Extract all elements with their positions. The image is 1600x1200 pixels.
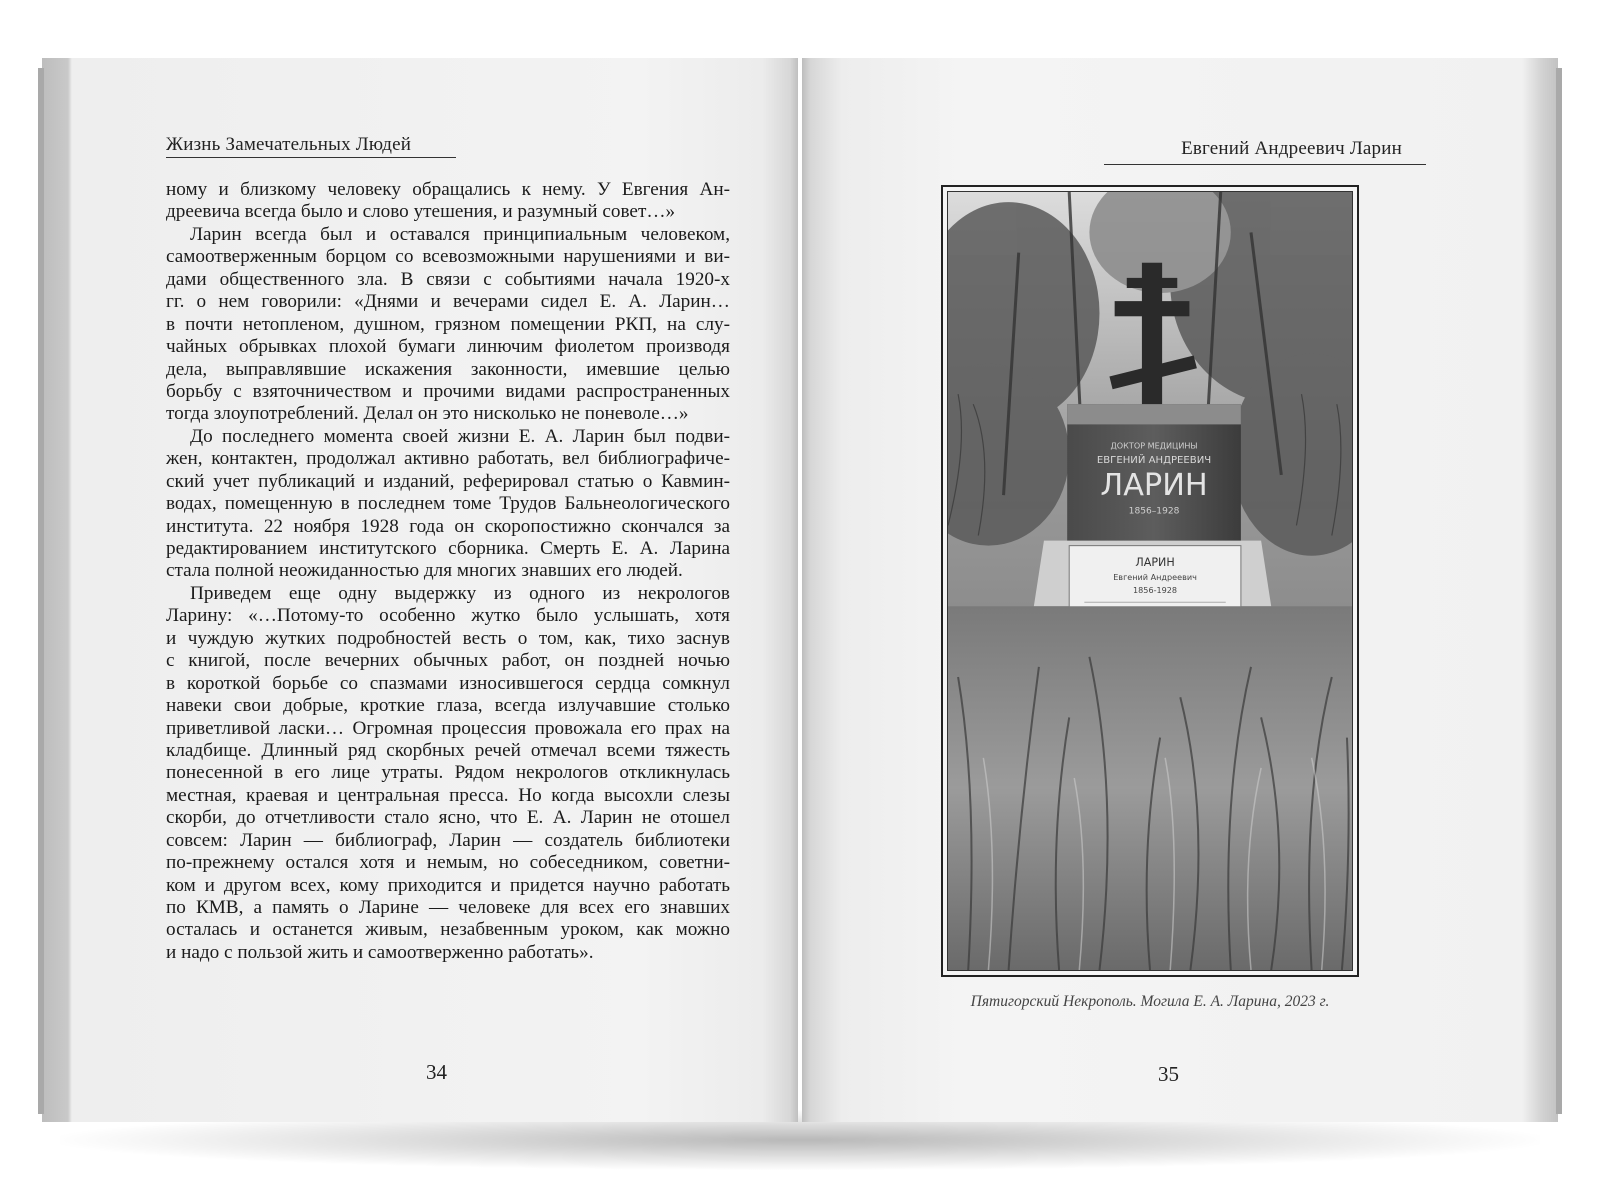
text-line: жен, контактен, продолжал активно работать, вел библиографиче- — [166, 448, 730, 470]
text-line: стала полной неожиданностью для многих знавших его людей. — [166, 560, 683, 582]
photo-caption: Пятигорский Некрополь. Могила Е. А. Ларина, 2023 г. — [970, 993, 1330, 1010]
text-line: Ларину: «…Потому-то особенно жутко было услышать, хотя — [166, 605, 730, 627]
text-line: ский учет публикаций и изданий, реферировал статью о Кавмин- — [166, 470, 730, 492]
left-header-rule — [166, 157, 456, 158]
text-line: навеки свои добрые, кроткие глаза, всегда излучавшие столько — [166, 695, 730, 717]
text-line: водах, помещенную в последнем томе Трудов Бальнеологического — [166, 493, 730, 515]
text-line: дела, выправлявшие искажения законности, имевшие целью — [166, 358, 730, 380]
text-line: кладбище. Длинный ряд скорбных речей отмечал всеми тяжесть — [166, 739, 730, 761]
text-line: и чуждую жутких подробностей весть о том, как, тихо заснув — [166, 627, 730, 649]
text-line: ком и другом всех, кому приходится и придется научно работать — [166, 874, 730, 896]
plaque-dates: 1856-1928 — [1133, 585, 1178, 596]
text-line: и надо с пользой жить и самоотверженно работать». — [166, 941, 594, 963]
text-line: осталась и останется живым, незабвенным уроком, как можно — [166, 919, 730, 941]
text-line: местная, краевая и центральная пресса. Но когда высохли слезы — [166, 784, 730, 806]
text-line: понесенной в его лице утраты. Рядом некрологов откликнулась — [166, 762, 730, 784]
left-running-head: Жизнь Замечательных Людей — [166, 134, 412, 155]
text-line: с книгой, после вечерних обычных работ, он поздней ночью — [166, 650, 730, 672]
text-line: Приведем еще одну выдержку из одного из некрологов — [190, 582, 730, 604]
text-line: редактированием институтского сборника. Смерть Е. А. Ларина — [166, 538, 730, 559]
text-line: скорби, до отчетливости стало ясно, что Е. А. Ларин не отошел — [166, 807, 730, 829]
right-running-head: Евгений Андреевич Ларин — [1181, 138, 1402, 159]
left-page-number: 34 — [426, 1060, 447, 1084]
plaque-name: Евгений Андреевич — [1113, 571, 1197, 582]
text-line: Ларин всегда был и оставался принципиальным человеком, — [190, 223, 730, 245]
text-line: приветливой ласки… Огромная процессия провожала его прах на — [166, 717, 730, 739]
text-line: по КМВ, а память о Ларине — человеке для всех его знавших — [166, 897, 730, 918]
text-line: в короткой борьбе со спазмами износившегося сердца сомкнул — [166, 672, 730, 694]
text-line: ному и близкому человеку обращались к нему. У Евгения Ан- — [166, 179, 730, 200]
grave-photo — [947, 191, 1353, 971]
left-page-body-text — [166, 179, 730, 964]
text-line: по-прежнему остался хотя и немым, но собеседником, советни- — [166, 852, 730, 874]
stone-dates: 1856–1928 — [1128, 506, 1180, 517]
text-line: института. 22 ноября 1928 года он скоропостижно скончался за — [166, 515, 730, 537]
plaque-surname: ЛАРИН — [1135, 555, 1175, 569]
stone-name-line: ЕВГЕНИЙ АНДРЕЕВИЧ — [1096, 454, 1212, 466]
text-line: самоотверженным борцом со всевозможными нарушениями и ви- — [166, 246, 730, 268]
grave-photo-frame — [941, 185, 1359, 977]
text-line: совсем: Ларин — библиограф, Ларин — создатель библиотеки — [166, 829, 730, 851]
right-header-rule — [1104, 164, 1426, 165]
text-line: чайных обрывках плохой бумаги линючим фиолетом производя — [166, 336, 730, 358]
stone-surname: ЛАРИН — [1100, 468, 1208, 504]
text-line: дами общественного зла. В связи с событиями начала 1920-х — [166, 268, 730, 290]
text-line: тогда злоупотреблений. Делал он это нисколько не поневоле…» — [166, 403, 689, 425]
stone-top-text: ДОКТОР МЕДИЦИНЫ — [1110, 440, 1198, 451]
text-line: До последнего момента своей жизни Е. А. Ларин был подви- — [190, 425, 730, 447]
text-line: дреевича всегда было и слово утешения, и разумный совет…» — [166, 201, 676, 223]
text-line: в почти нетопленом, душном, грязном помещении РКП, на слу- — [166, 313, 730, 335]
text-line: борьбу с взяточничеством и прочими видами распространенных — [166, 380, 730, 402]
grave-photo-illustration — [948, 192, 1352, 970]
right-page-number: 35 — [1158, 1062, 1179, 1086]
text-line: гг. о нем говорили: «Днями и вечерами сидел Е. А. Ларин… — [166, 291, 730, 313]
